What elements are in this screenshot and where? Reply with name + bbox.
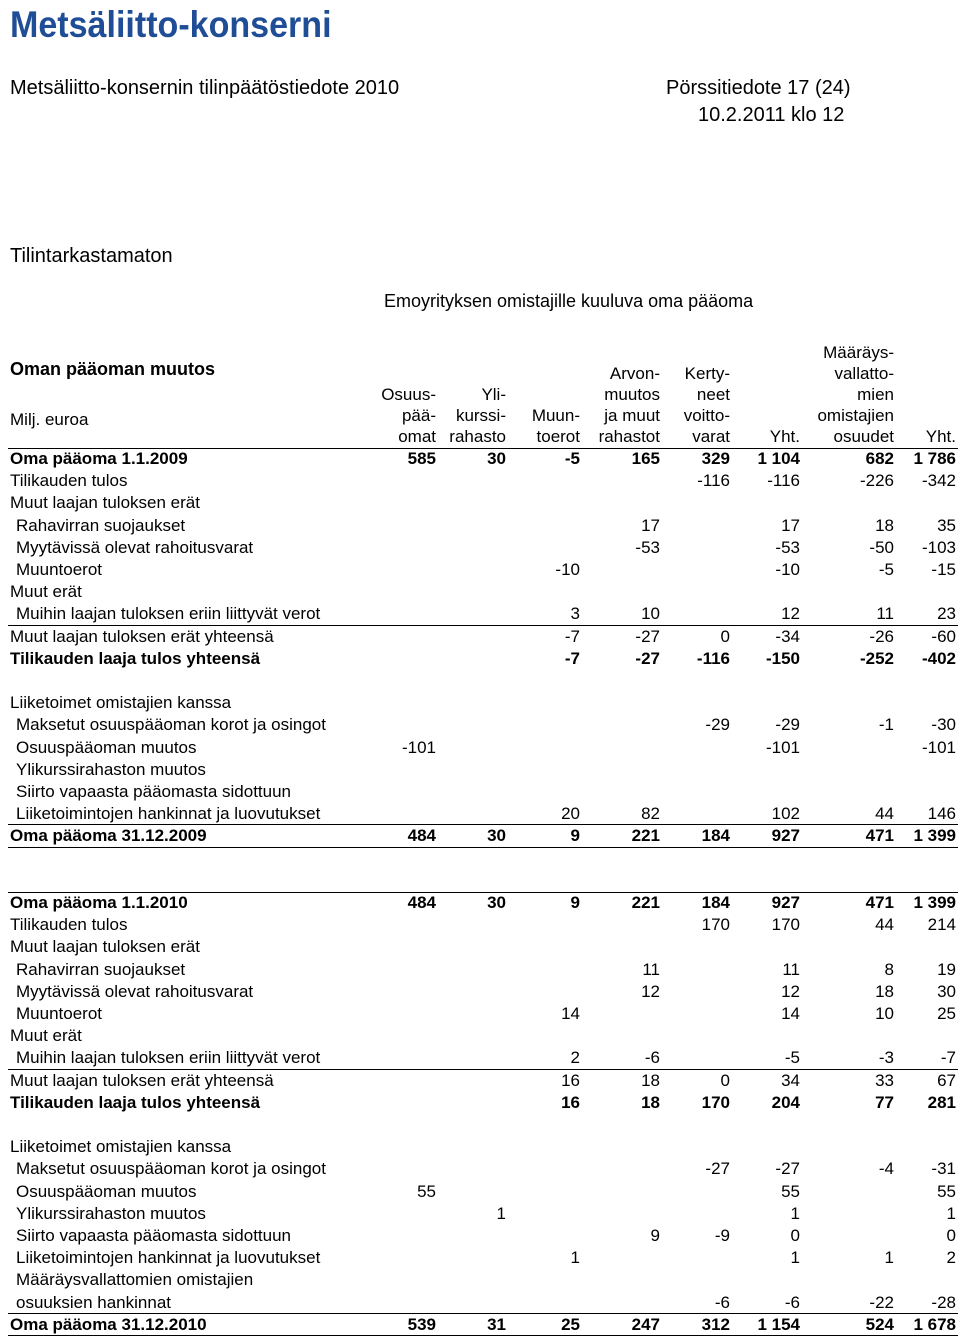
row-label: Oma pääoma 31.12.2010 (10, 1314, 207, 1334)
cell-value: 18 (641, 1092, 660, 1112)
cell-value: -50 (869, 537, 894, 557)
row-label: Muihin laajan tuloksen eriin liittyvät verot (16, 604, 321, 624)
row-label: Siirto vapaasta pääomasta sidottuun (16, 782, 292, 801)
cell-value: 682 (865, 449, 894, 468)
cell-value: 12 (641, 981, 660, 1001)
column-header: Muun- toerot (531, 406, 580, 446)
row-label: Osuuspääoman muutos (16, 737, 197, 757)
cell-value: 11 (782, 959, 800, 979)
cell-value: 10 (875, 1004, 894, 1023)
row-label: Tilikauden laaja tulos yhteensä (10, 648, 261, 668)
cell-value: 2 (570, 1048, 580, 1068)
row-label: Myytävissä olevat rahoitusvarat (16, 981, 254, 1001)
cell-value: 146 (927, 804, 956, 824)
table-row (0, 781, 960, 803)
cell-value: 484 (407, 826, 436, 846)
cell-value: 221 (631, 893, 660, 912)
release-date: 10.2.2011 klo 12 (698, 104, 845, 126)
cell-value: 0 (790, 1226, 800, 1245)
row-divider (8, 847, 958, 848)
row-label: Määräysvallattomien omistajien (16, 1270, 254, 1290)
column-header: Kerty- neet voitto- varat (683, 364, 730, 446)
cell-value: 1 104 (757, 449, 800, 468)
cell-value: -29 (775, 715, 800, 735)
cell-value: 1 (790, 1203, 800, 1223)
cell-value: 1 (884, 1248, 894, 1268)
cell-value: 30 (487, 449, 506, 468)
row-label: Tilikauden laaja tulos yhteensä (10, 1092, 261, 1112)
table-row (0, 892, 960, 914)
cell-value: -7 (940, 1048, 956, 1068)
table-row (0, 581, 960, 603)
table-row (0, 670, 960, 692)
table-row (0, 692, 960, 714)
cell-value: 14 (781, 1004, 800, 1023)
cell-value: 30 (937, 981, 956, 1001)
cell-value: 585 (407, 449, 436, 468)
cell-value: 1 (496, 1203, 506, 1223)
table-row (0, 1003, 960, 1025)
cell-value: -226 (859, 471, 894, 491)
table-row (0, 448, 960, 470)
cell-value: 1 786 (913, 449, 956, 468)
cell-value: 170 (701, 915, 730, 935)
cell-value: -150 (765, 648, 800, 668)
cell-value: -29 (705, 715, 730, 735)
group-heading: Emoyrityksen omistajille kuuluva oma pääoma (384, 291, 754, 311)
row-label: Muut laajan tuloksen erät (10, 493, 200, 513)
cell-value: 9 (570, 826, 580, 846)
cell-value: 17 (641, 515, 660, 535)
cell-value: -6 (784, 1292, 800, 1312)
cell-value: 539 (407, 1314, 436, 1334)
row-label: Ylikurssirahaston muutos (16, 1203, 206, 1223)
column-header: Yht. (769, 427, 800, 446)
cell-value: -27 (635, 626, 660, 646)
table-row (0, 470, 960, 492)
cell-value: 11 (642, 959, 660, 979)
cell-value: 471 (865, 893, 894, 912)
cell-value: -5 (784, 1048, 800, 1068)
row-label: Oma pääoma 31.12.2009 (10, 826, 207, 846)
table-row (0, 1203, 960, 1225)
table-row (0, 1025, 960, 1047)
cell-value: 471 (865, 826, 894, 846)
cell-value: -402 (921, 648, 956, 668)
cell-value: 204 (771, 1092, 800, 1112)
cell-value: -101 (765, 737, 800, 757)
row-label: Muihin laajan tuloksen eriin liittyvät verot (16, 1048, 321, 1068)
cell-value: 44 (875, 915, 894, 935)
row-label: Liiketoimet omistajien kanssa (10, 693, 232, 713)
cell-value: 0 (720, 1070, 730, 1090)
table-row (0, 1181, 960, 1203)
cell-value: 14 (561, 1004, 580, 1023)
cell-value: -22 (869, 1292, 894, 1312)
table-row (0, 759, 960, 781)
cell-value: 25 (937, 1004, 956, 1023)
cell-value: 17 (781, 515, 800, 535)
cell-value: 12 (781, 604, 800, 624)
cell-value: 34 (781, 1070, 800, 1090)
cell-value: -15 (931, 560, 956, 579)
row-label: Rahavirran suojaukset (16, 515, 186, 535)
row-label: Liiketoimintojen hankinnat ja luovutukset (16, 804, 321, 824)
table-row (0, 959, 960, 981)
cell-value: 927 (771, 893, 800, 912)
cell-value: -103 (921, 537, 956, 557)
row-label: Maksetut osuuspääoman korot ja osingot (16, 715, 326, 735)
cell-value: 1 (790, 1248, 800, 1268)
cell-value: 12 (781, 981, 800, 1001)
cell-value: 184 (701, 893, 730, 912)
cell-value: -6 (714, 1292, 730, 1312)
cell-value: -34 (775, 626, 800, 646)
row-label: Osuuspääoman muutos (16, 1181, 197, 1201)
cell-value: 8 (884, 959, 894, 979)
row-label: Maksetut osuuspääoman korot ja osingot (16, 1159, 326, 1179)
cell-value: 19 (937, 959, 956, 979)
table-row (0, 603, 960, 625)
cell-value: 82 (641, 804, 660, 824)
cell-value: 44 (875, 804, 894, 824)
table-row (0, 1114, 960, 1136)
row-label: Oma pääoma 1.1.2010 (10, 893, 188, 912)
audit-note: Tilintarkastamaton (10, 245, 173, 267)
cell-value: -7 (564, 626, 580, 646)
cell-value: -28 (931, 1292, 956, 1312)
row-label: Muut laajan tuloksen erät yhteensä (10, 626, 274, 646)
cell-value: -7 (564, 648, 580, 668)
table-row (0, 492, 960, 514)
cell-value: 312 (701, 1314, 730, 1334)
cell-value: 30 (487, 893, 506, 912)
cell-value: -10 (775, 560, 800, 579)
cell-value: -101 (401, 737, 436, 757)
row-label: Ylikurssirahaston muutos (16, 759, 206, 779)
cell-value: -60 (931, 626, 956, 646)
cell-value: 20 (561, 804, 580, 824)
row-label: Liiketoimintojen hankinnat ja luovutukset (16, 1248, 321, 1268)
cell-value: -116 (696, 648, 730, 668)
row-label: Muuntoerot (16, 560, 102, 579)
row-label: Myytävissä olevat rahoitusvarat (16, 537, 254, 557)
table-row (0, 825, 960, 847)
cell-value: 31 (487, 1314, 506, 1334)
table-row (0, 1136, 960, 1158)
table-row (0, 914, 960, 936)
cell-value: -101 (921, 737, 956, 757)
cell-value: -5 (564, 449, 580, 468)
cell-value: 2 (946, 1248, 956, 1268)
cell-value: 11 (876, 604, 894, 624)
cell-value: -116 (697, 471, 730, 491)
table-row (0, 737, 960, 759)
cell-value: 184 (701, 826, 730, 846)
cell-value: -27 (635, 648, 660, 668)
cell-value: -252 (859, 648, 894, 668)
cell-value: -6 (644, 1048, 660, 1068)
cell-value: 55 (781, 1181, 800, 1201)
table-row (0, 626, 960, 648)
column-header: Arvon- muutos ja muut rahastot (598, 364, 660, 446)
company-logo: Metsäliitto-konserni (10, 4, 332, 45)
row-label: Muuntoerot (16, 1004, 102, 1023)
row-label: Oma pääoma 1.1.2009 (10, 449, 188, 468)
cell-value: 1 678 (913, 1314, 956, 1334)
cell-value: -31 (931, 1159, 956, 1179)
cell-value: -3 (878, 1048, 894, 1068)
row-label: Tilikauden tulos (10, 915, 128, 935)
cell-value: 30 (487, 826, 506, 846)
cell-value: 9 (570, 893, 580, 912)
cell-value: 524 (865, 1314, 894, 1334)
cell-value: -27 (705, 1159, 730, 1179)
cell-value: 67 (937, 1070, 956, 1090)
cell-value: -30 (931, 715, 956, 735)
cell-value: -5 (878, 560, 894, 579)
table-row (0, 1158, 960, 1180)
cell-value: 0 (946, 1226, 956, 1245)
cell-value: 281 (927, 1092, 956, 1112)
cell-value: 1 154 (757, 1314, 800, 1334)
table-row (0, 981, 960, 1003)
cell-value: -9 (714, 1226, 730, 1245)
cell-value: 247 (631, 1314, 660, 1334)
table-row (0, 1292, 960, 1314)
cell-value: -26 (869, 626, 894, 646)
document-title: Metsäliitto-konsernin tilinpäätöstiedote 2010 (10, 77, 400, 99)
table-row (0, 936, 960, 958)
unit-label: Milj. euroa (10, 410, 89, 429)
cell-value: 33 (875, 1070, 894, 1090)
cell-value: 165 (631, 449, 660, 468)
cell-value: 221 (631, 826, 660, 846)
cell-value: 102 (771, 804, 800, 824)
cell-value: 23 (937, 604, 956, 624)
table-row (0, 714, 960, 736)
cell-value: -4 (878, 1159, 894, 1179)
cell-value: 1 (946, 1203, 956, 1223)
cell-value: 3 (570, 604, 580, 624)
cell-value: 10 (641, 604, 660, 624)
row-divider (8, 1335, 958, 1336)
table-row (0, 1070, 960, 1092)
table-row (0, 1225, 960, 1247)
cell-value: 9 (650, 1226, 660, 1245)
table-row (0, 648, 960, 670)
cell-value: -342 (921, 471, 956, 491)
row-label: osuuksien hankinnat (16, 1292, 172, 1312)
table-row (0, 537, 960, 559)
table-title: Oman pääoman muutos (10, 359, 216, 379)
cell-value: -10 (555, 560, 580, 579)
cell-value: 1 (570, 1248, 580, 1268)
cell-value: 484 (407, 893, 436, 912)
cell-value: 55 (417, 1181, 436, 1201)
cell-value: 16 (561, 1070, 580, 1090)
cell-value: 18 (641, 1070, 660, 1090)
cell-value: -27 (775, 1159, 800, 1179)
cell-value: -1 (878, 715, 894, 735)
column-header: Yht. (925, 427, 956, 446)
cell-value: 16 (561, 1092, 580, 1112)
column-header: Määräys- vallatto- mien omistajien osuudet (817, 343, 894, 446)
cell-value: 25 (561, 1314, 580, 1334)
cell-value: 18 (875, 981, 894, 1001)
row-label: Muut erät (10, 582, 82, 602)
row-label: Rahavirran suojaukset (16, 959, 186, 979)
table-row (0, 1247, 960, 1269)
cell-value: 214 (927, 915, 956, 935)
row-label: Muut erät (10, 1026, 82, 1046)
cell-value: 1 399 (913, 893, 956, 912)
cell-value: 1 399 (913, 826, 956, 846)
cell-value: 329 (701, 449, 730, 468)
cell-value: 927 (771, 826, 800, 846)
table-row (0, 1047, 960, 1069)
cell-value: 170 (701, 1092, 730, 1112)
table-row (0, 1092, 960, 1114)
row-label: Tilikauden tulos (10, 471, 128, 491)
table-row (0, 515, 960, 537)
row-label: Siirto vapaasta pääomasta sidottuun (16, 1226, 292, 1245)
cell-value: 35 (937, 515, 956, 535)
release-number: Pörssitiedote 17 (24) (666, 77, 851, 99)
cell-value: -116 (767, 471, 800, 491)
cell-value: 55 (937, 1181, 956, 1201)
cell-value: 0 (720, 626, 730, 646)
column-header: Osuus- pää- omat (381, 385, 436, 446)
cell-value: -53 (635, 537, 660, 557)
table-row (0, 803, 960, 825)
row-label: Muut laajan tuloksen erät (10, 937, 200, 957)
row-label: Liiketoimet omistajien kanssa (10, 1137, 232, 1157)
cell-value: 170 (771, 915, 800, 935)
table-row (0, 559, 960, 581)
cell-value: 77 (875, 1092, 894, 1112)
column-header: Yli- kurssi- rahasto (449, 385, 506, 446)
table-row (0, 1269, 960, 1291)
cell-value: -53 (775, 537, 800, 557)
row-label: Muut laajan tuloksen erät yhteensä (10, 1070, 274, 1090)
cell-value: 18 (875, 515, 894, 535)
table-row (0, 1314, 960, 1336)
